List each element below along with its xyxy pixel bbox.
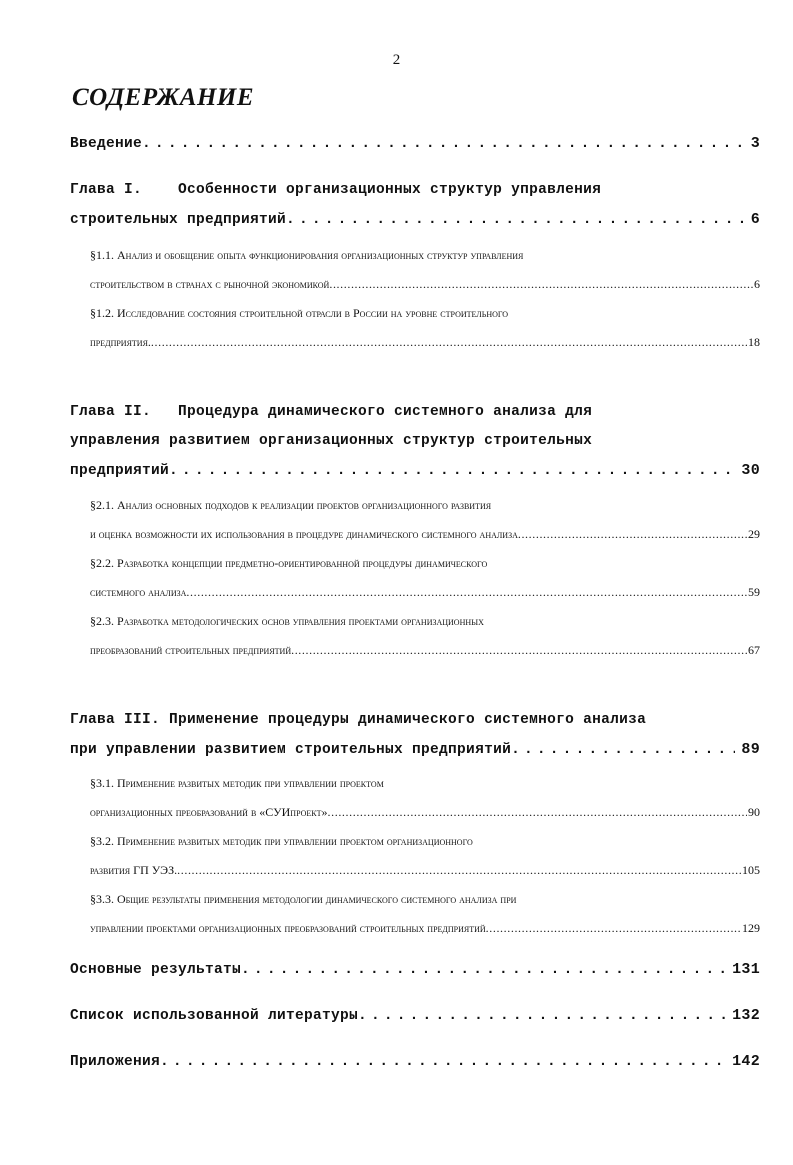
section-title-line: строительством в странах с рыночной экономикой (90, 277, 330, 291)
section-1-1-end[interactable] (90, 277, 760, 292)
leader-dots (160, 1054, 726, 1070)
section-title-line: §1.2. Исследование состояния строительной отрасли в России на уровне строительного (90, 306, 509, 320)
chapter-heading-line: строительных предприятий (70, 212, 287, 228)
section-title-line: §3.2. Применение развитых методик при управлении проектом организационного (90, 834, 473, 848)
toc-entry-references[interactable] (70, 1007, 760, 1024)
chapter-2-heading-end[interactable] (70, 462, 760, 479)
leader-dots (511, 742, 735, 758)
section-3-3-end[interactable] (90, 921, 760, 936)
toc-entry-label: Приложения (70, 1054, 161, 1070)
section-title-line: §3.3. Общие результаты применения методологии динамического системного анализа при (90, 892, 517, 906)
section-3-1-end[interactable] (90, 805, 760, 820)
section-title-line: преобразований строительных предприятий (90, 643, 292, 657)
leader-dots (169, 463, 735, 479)
section-2-2-end[interactable] (90, 585, 760, 600)
leader-dots (486, 921, 741, 936)
toc-entry-label: Список использованной литературы (70, 1008, 359, 1024)
leader-dots (358, 1008, 726, 1024)
chapter-heading-line: Глава I. Особенности организационных структур управления (70, 182, 602, 198)
toc-page-number: 6 (754, 277, 760, 291)
chapter-2-heading-line-2[interactable] (70, 433, 760, 449)
section-3-2[interactable] (90, 834, 760, 849)
toc-page-number: 131 (732, 961, 760, 978)
section-title-line: §2.1. Анализ основных подходов к реализации проектов организационного развития (90, 498, 492, 512)
toc-entry-label: Основные результаты (70, 962, 242, 978)
page-title: СОДЕРЖАНИЕ (72, 84, 255, 111)
section-2-1[interactable] (90, 498, 760, 513)
section-title-line: системного анализа (90, 585, 187, 599)
toc-page-number: 132 (732, 1007, 760, 1024)
toc-page-number: 89 (741, 741, 760, 758)
toc-page-number: 6 (750, 211, 760, 228)
section-1-2-end[interactable] (90, 335, 760, 350)
section-title-line: §2.2. Разработка концепции предметно-ориентированной процедуры динамического (90, 556, 488, 570)
chapter-3-heading[interactable] (70, 712, 770, 728)
page-number: 2 (392, 52, 401, 68)
leader-dots (328, 805, 747, 820)
section-2-1-end[interactable] (90, 527, 760, 542)
chapter-heading-line: предприятий (70, 463, 170, 479)
toc-entry-appendix[interactable] (70, 1053, 760, 1070)
leader-dots (291, 643, 747, 658)
toc-entry-label: Введение (70, 136, 143, 152)
toc-page-number: 105 (742, 863, 760, 877)
leader-dots (286, 212, 745, 228)
toc-entry-intro[interactable] (70, 135, 760, 152)
chapter-1-heading[interactable] (70, 182, 760, 198)
toc-page-number: 67 (748, 643, 760, 657)
chapter-heading-line: Глава III. Применение процедуры динамического системного анализа (70, 712, 647, 728)
leader-dots (151, 335, 747, 350)
section-2-2[interactable] (90, 556, 760, 571)
section-title-line: предприятия. (90, 335, 151, 349)
section-1-2[interactable] (90, 306, 760, 321)
chapter-1-heading-end[interactable] (70, 211, 760, 228)
section-title-plain: ГП УЭЗ. (130, 863, 178, 877)
toc-entry-results[interactable] (70, 961, 760, 978)
section-title-line: управлении проектами организационных преобразований строительных предприятий (90, 921, 486, 935)
section-title-line: §2.3. Разработка методологических основ управления проектами организационных (90, 614, 484, 628)
chapter-heading-line: управления развитием организационных структур строительных (70, 433, 593, 449)
chapter-heading-line: Глава II. Процедура динамического системного анализа для (70, 404, 593, 420)
section-title-line: §1.1. Анализ и обобщение опыта функционирования организационных структур управления (90, 248, 524, 262)
chapter-3-heading-end[interactable] (70, 741, 760, 758)
chapter-2-heading[interactable] (70, 404, 760, 420)
toc-page-number: 3 (750, 135, 760, 152)
section-2-3[interactable] (90, 614, 760, 629)
leader-dots (518, 527, 747, 542)
leader-dots (186, 585, 747, 600)
leader-dots (329, 277, 753, 292)
toc-page-number: 18 (748, 335, 760, 349)
section-title-line (90, 863, 177, 878)
toc-page-number: 90 (748, 805, 760, 819)
section-title-line: организационных преобразований в «СУИпроект» (90, 805, 328, 819)
toc-page-number: 30 (741, 462, 760, 479)
section-3-3[interactable] (90, 892, 760, 907)
section-title-line: §3.1. Применение развитых методик при управлении проектом (90, 776, 384, 790)
toc-page-number: 129 (742, 921, 760, 935)
section-title-caps: развития (90, 863, 131, 877)
toc-page-number: 59 (748, 585, 760, 599)
section-title-line: и оценка возможности их использования в процедуре динамического системного анализа (90, 527, 518, 541)
section-1-1[interactable] (90, 248, 760, 263)
section-3-1[interactable] (90, 776, 760, 791)
section-2-3-end[interactable] (90, 643, 760, 658)
leader-dots (241, 962, 726, 978)
toc-page-number: 142 (732, 1053, 760, 1070)
leader-dots (177, 863, 741, 878)
leader-dots (142, 136, 745, 152)
toc-page-number: 29 (748, 527, 760, 541)
chapter-heading-line: при управлении развитием строительных предприятий (70, 742, 512, 758)
section-3-2-end[interactable] (90, 863, 760, 878)
